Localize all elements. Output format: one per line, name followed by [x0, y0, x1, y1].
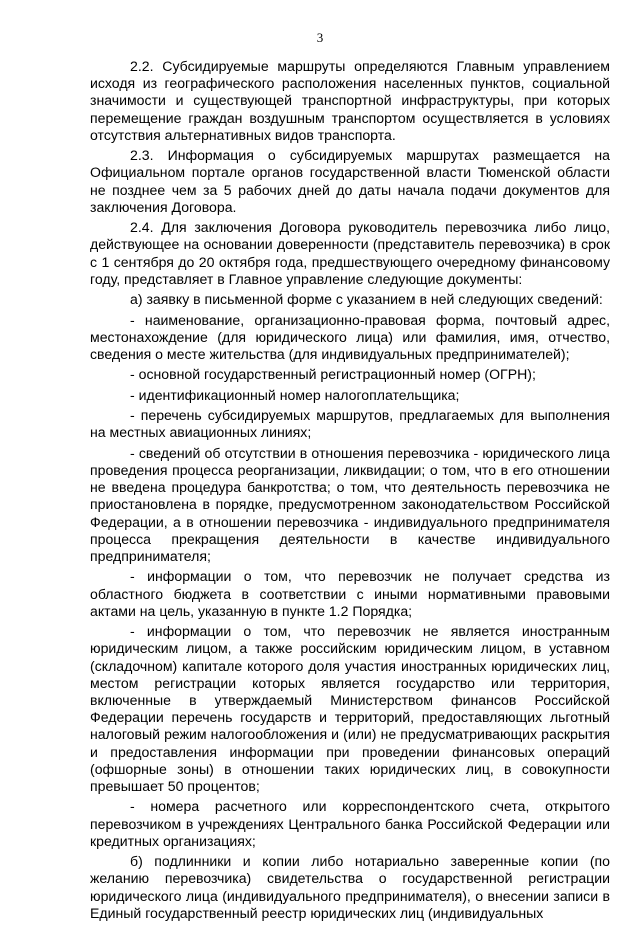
list-item-inn: - идентификационный номер налогоплательщика; — [130, 386, 460, 403]
paragraph-2-2: 2.2. Субсидируемые маршруты определяются Главным управлением исходя из географического расположения населенных пунктов, социальной значимости и существующей транспортной инфраструктуры, при которых перемещение граждан воздушным транспортом осуществляется в условиях отсутствия альтернативных видов транспорта. — [90, 58, 610, 143]
list-item-account: - номера расчетного или корреспондентского счета, открытого перевозчиком в учреждениях Центрального банка Российской Федерации или кредитных организациях; — [90, 798, 610, 849]
list-item-ogrn: - основной государственный регистрационный номер (ОГРН); — [130, 366, 536, 383]
paragraph-2-3: 2.3. Информация о субсидируемых маршрутах размещается на Официальном портале органов государственной власти Тюменской области не позднее чем за 5 рабочих дней до даты начала подачи документов для заключения Договора. — [90, 147, 610, 215]
list-item-b: б) подлинники и копии либо нотариально заверенные копии (по желанию перевозчика) свидетельства о государственной регистрации юридического лица (индивидуального предпринимателя), о внесении записи в Единый государственный реестр юридических лиц (индивидуальных — [90, 853, 610, 921]
list-item-foreign: - информации о том, что перевозчик не является иностранным юридическим лицом, а также российским юридическим лицом, в уставном (складочном) капитале которого доля участия иностранных юридических лиц, местом регистрации которых является государство или территория, включенные в утверждаемый Министерством финансов Российской Федерации перечень государств и территорий, предоставляющих льготный налоговый режим налогообложения и (или) не предусматривающих раскрытия и предоставления информации при проведении финансовых операций (офшорные зоны) в отношении таких юридических лиц, в совокупности превышает 50 процентов; — [90, 623, 610, 794]
list-item-a: а) заявку в письменной форме с указанием в ней следующих сведений: — [130, 291, 603, 308]
paragraph-2-4: 2.4. Для заключения Договора руководитель перевозчика либо лицо, действующее на основании доверенности (представитель перевозчика) в срок с 1 сентября до 20 октября года, предшествующего очередному финансовому году, представляет в Главное управление следующие документы: — [90, 219, 610, 287]
document-body — [90, 58, 610, 925]
page-number: 3 — [316, 30, 324, 45]
list-item-reorganization: - сведений об отсутствии в отношения перевозчика - юридического лица проведения процесса реорганизации, ликвидации; о том, что в его отношении не введена процедура банкротства; о том, что деятельность перевозчика не приостановлена в порядке, предусмотренном законодательством Российской Федерации, а в отношении перевозчика - индивидуального предпринимателя процесса прекращения деятельности в качестве индивидуального предпринимателя; — [90, 444, 610, 564]
list-item-budget: - информации о том, что перевозчик не получает средства из областного бюджета в соответствии с иными нормативными правовыми актами на цель, указанную в пункте 1.2 Порядка; — [90, 568, 610, 619]
list-item-routes: - перечень субсидируемых маршрутов, предлагаемых для выполнения на местных авиационных линиях; — [90, 407, 610, 441]
list-item-name: - наименование, организационно-правовая форма, почтовый адрес, местонахождение (для юридического лица) или фамилия, имя, отчество, сведения о месте жительства (для индивидуальных предпринимателей); — [90, 311, 610, 362]
